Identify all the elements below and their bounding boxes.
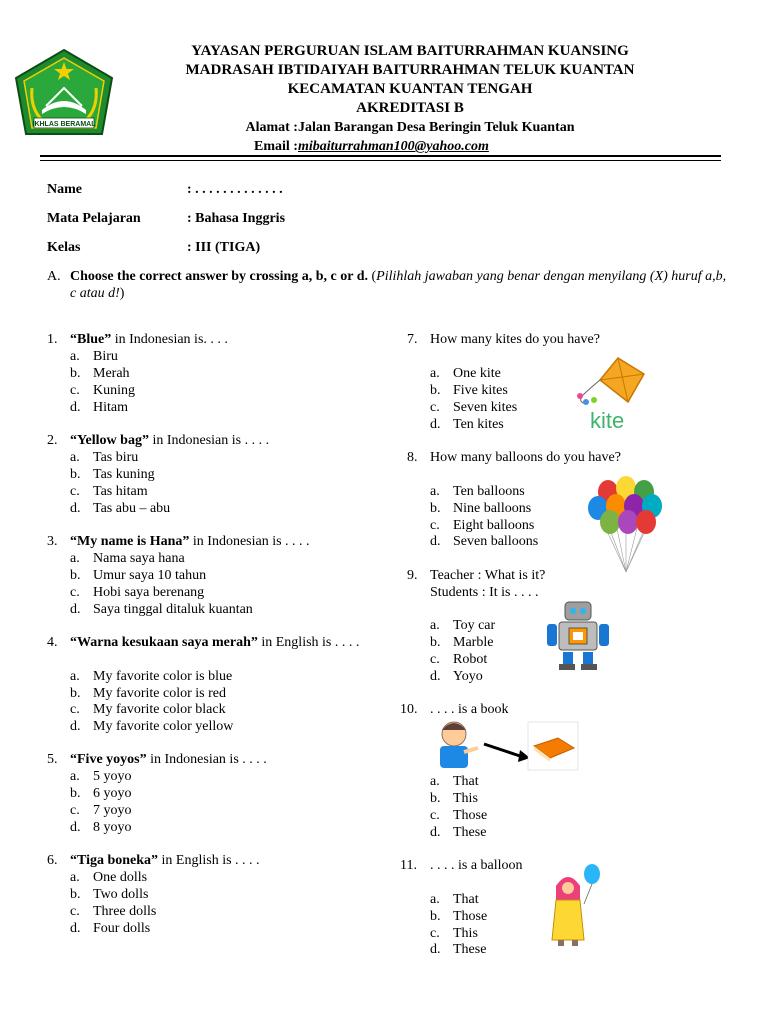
- question-text: in English is . . . .: [158, 853, 260, 868]
- question-number: 4.: [47, 635, 58, 650]
- option-letter: b.: [70, 568, 81, 583]
- option-letter: a.: [70, 349, 80, 364]
- option-text: Two dolls: [93, 887, 149, 902]
- option-a[interactable]: [430, 773, 479, 790]
- option-d[interactable]: [430, 416, 504, 433]
- option-text: Seven balloons: [453, 534, 539, 549]
- section-label: A.: [47, 269, 61, 284]
- instruction-italic: Pilihlah jawaban yang benar dengan menyilang (X) huruf a,b, c atau d!: [70, 269, 727, 301]
- option-c[interactable]: [70, 382, 135, 399]
- question-stem: [70, 432, 269, 449]
- question-keyword: “My name is Hana”: [70, 534, 190, 549]
- option-letter: d.: [430, 942, 441, 957]
- option-letter: a.: [70, 769, 80, 784]
- option-text: Ten balloons: [453, 484, 525, 499]
- option-letter: b.: [430, 383, 441, 398]
- option-c[interactable]: [430, 517, 534, 534]
- question-stem: [70, 533, 310, 550]
- option-letter: d.: [70, 602, 81, 617]
- option-text: Tas abu – abu: [93, 501, 171, 516]
- option-text: Merah: [93, 366, 130, 381]
- option-c[interactable]: [70, 802, 132, 819]
- option-d[interactable]: [70, 399, 128, 416]
- option-text: One dolls: [93, 870, 148, 885]
- balloons-picture: [586, 476, 666, 576]
- question-stem: [430, 701, 509, 718]
- option-letter: b.: [430, 501, 441, 516]
- question-keyword: “Tiga boneka”: [70, 853, 159, 868]
- header-rule-thick: [40, 155, 721, 157]
- option-d[interactable]: [430, 824, 486, 841]
- question-stem: [430, 567, 545, 584]
- accreditation: AKREDITASI B: [356, 100, 464, 116]
- option-text: Tas hitam: [93, 484, 148, 499]
- option-letter: d.: [70, 921, 81, 936]
- option-b[interactable]: [430, 790, 478, 807]
- question-keyword: “Warna kesukaan saya merah”: [70, 635, 258, 650]
- option-text: Nama saya hana: [93, 551, 185, 566]
- option-letter: d.: [70, 400, 81, 415]
- option-letter: a.: [430, 774, 440, 789]
- question-stem: [430, 449, 621, 466]
- subject-row: [47, 211, 286, 227]
- option-a[interactable]: [70, 550, 185, 567]
- question-number: 11.: [400, 858, 417, 873]
- question-text: in Indonesian is . . . .: [146, 752, 267, 767]
- option-text: This: [453, 791, 478, 806]
- question-text: in English is . . . .: [257, 635, 360, 650]
- question-number: 6.: [47, 853, 58, 868]
- option-text: Tas biru: [93, 450, 139, 465]
- option-letter: d.: [70, 820, 81, 835]
- option-text: Toy car: [453, 618, 496, 633]
- name-row: [47, 182, 283, 198]
- name-blank[interactable]: : . . . . . . . . . . . . .: [187, 182, 283, 197]
- option-text: 7 yoyo: [93, 803, 132, 818]
- question-number: 9.: [407, 568, 418, 583]
- option-letter: c.: [430, 926, 440, 941]
- option-text: Saya tinggal ditaluk kuantan: [93, 602, 253, 617]
- letterhead: [150, 42, 670, 156]
- email-line: [150, 137, 670, 156]
- option-letter: b.: [70, 686, 81, 701]
- option-text: Three dolls: [93, 904, 157, 919]
- option-letter: a.: [430, 366, 440, 381]
- option-letter: a.: [70, 450, 80, 465]
- option-d[interactable]: [70, 500, 170, 517]
- option-letter: c.: [70, 383, 80, 398]
- kite-word: kite: [590, 408, 625, 432]
- option-c[interactable]: [430, 399, 517, 416]
- option-text: 8 yoyo: [93, 820, 132, 835]
- option-b[interactable]: [430, 634, 493, 651]
- option-text: That: [453, 892, 479, 907]
- option-text: Eight balloons: [453, 518, 535, 533]
- option-letter: c.: [430, 518, 440, 533]
- option-letter: a.: [70, 870, 80, 885]
- option-letter: d.: [70, 719, 81, 734]
- option-text: Seven kites: [453, 400, 518, 415]
- option-letter: c.: [70, 585, 80, 600]
- option-c[interactable]: [70, 701, 226, 718]
- question-text: Teacher : What is it?: [430, 568, 546, 583]
- option-text: Yoyo: [453, 669, 483, 684]
- option-text: Umur saya 10 tahun: [93, 568, 207, 583]
- option-letter: a.: [430, 618, 440, 633]
- option-letter: b.: [70, 366, 81, 381]
- question-number: 3.: [47, 534, 58, 549]
- option-d[interactable]: [70, 718, 233, 735]
- option-text: These: [453, 942, 487, 957]
- school-logo: [12, 48, 116, 144]
- option-text: My favorite color black: [93, 702, 226, 717]
- question-text: in Indonesian is . . . .: [189, 534, 310, 549]
- option-text: Hitam: [93, 400, 128, 415]
- question-text: How many balloons do you have?: [430, 450, 621, 465]
- option-letter: a.: [70, 551, 80, 566]
- option-letter: d.: [430, 669, 441, 684]
- option-b[interactable]: [70, 886, 148, 903]
- option-d[interactable]: [430, 533, 538, 550]
- question-line2: Students : It is . . . .: [430, 585, 539, 600]
- option-b[interactable]: [70, 785, 132, 802]
- option-c[interactable]: [70, 584, 204, 601]
- subject-value: : Bahasa Inggris: [187, 211, 286, 226]
- option-a[interactable]: [70, 768, 132, 785]
- option-text: Tas kuning: [93, 467, 155, 482]
- question-number: 7.: [407, 332, 418, 347]
- question-number: 2.: [47, 433, 58, 448]
- option-text: This: [453, 926, 478, 941]
- option-letter: b.: [70, 467, 81, 482]
- option-letter: c.: [430, 808, 440, 823]
- option-d[interactable]: [70, 601, 253, 618]
- option-text: These: [453, 825, 487, 840]
- option-c[interactable]: [430, 807, 487, 824]
- option-c[interactable]: [430, 925, 478, 942]
- kite-picture: [570, 356, 652, 432]
- question-number: 1.: [47, 332, 58, 347]
- district-name: KECAMATAN KUANTAN TENGAH: [287, 81, 533, 97]
- name-label: Name: [47, 182, 82, 197]
- question-text: . . . . is a book: [430, 702, 509, 717]
- option-text: Kuning: [93, 383, 135, 398]
- option-d[interactable]: [70, 819, 132, 836]
- option-text: Hobi saya berenang: [93, 585, 205, 600]
- option-letter: b.: [430, 791, 441, 806]
- email-address[interactable]: mibaiturrahman100@yahoo.com: [297, 139, 489, 154]
- school-name: MADRASAH IBTIDAIYAH BAITURRAHMAN TELUK KUANTAN: [185, 62, 635, 78]
- question-text: in Indonesian is. . . .: [111, 332, 228, 347]
- class-value: : III (TIGA): [187, 240, 261, 255]
- option-text: My favorite color is red: [93, 686, 226, 701]
- option-c[interactable]: [70, 903, 156, 920]
- question-number: 8.: [407, 450, 418, 465]
- question-stem: [70, 751, 267, 768]
- option-text: Nine balloons: [453, 501, 532, 516]
- option-a[interactable]: [430, 365, 501, 382]
- option-letter: b.: [70, 887, 81, 902]
- question-text: . . . . is a balloon: [430, 858, 523, 873]
- option-text: Marble: [453, 635, 494, 650]
- question-keyword: “Blue”: [70, 332, 112, 347]
- option-text: 5 yoyo: [93, 769, 132, 784]
- option-text: One kite: [453, 366, 501, 381]
- question-text: in Indonesian is . . . .: [148, 433, 270, 448]
- option-text: Five kites: [453, 383, 508, 398]
- logo-text: IKHLAS BERAMAL: [32, 121, 96, 128]
- option-letter: c.: [70, 904, 80, 919]
- question-stem: [70, 331, 228, 348]
- option-a[interactable]: [70, 869, 147, 886]
- option-d[interactable]: [430, 941, 486, 958]
- question-stem: [70, 634, 370, 651]
- option-a[interactable]: [430, 891, 479, 908]
- option-letter: d.: [430, 825, 441, 840]
- option-text: Robot: [453, 652, 488, 667]
- option-letter: b.: [430, 909, 441, 924]
- option-b[interactable]: [70, 466, 155, 483]
- boy-book-picture: [434, 718, 584, 774]
- option-text: Those: [453, 808, 488, 823]
- option-d[interactable]: [430, 668, 483, 685]
- question-text: How many kites do you have?: [430, 332, 600, 347]
- option-b[interactable]: [430, 908, 487, 925]
- option-c[interactable]: [430, 651, 487, 668]
- option-b[interactable]: [430, 500, 531, 517]
- subject-label: Mata Pelajaran: [47, 211, 141, 226]
- question-stem: [430, 857, 523, 874]
- option-letter: a.: [430, 892, 440, 907]
- question-stem: [70, 852, 260, 869]
- option-text: Biru: [93, 349, 118, 364]
- option-letter: c.: [430, 652, 440, 667]
- option-a[interactable]: [430, 617, 495, 634]
- question-keyword: “Yellow bag”: [70, 433, 149, 448]
- option-d[interactable]: [70, 920, 150, 937]
- option-b[interactable]: [70, 365, 130, 382]
- option-b[interactable]: [430, 382, 508, 399]
- option-letter: a.: [70, 669, 80, 684]
- option-a[interactable]: [430, 483, 525, 500]
- option-letter: b.: [70, 786, 81, 801]
- instruction-close: ): [119, 286, 125, 301]
- option-a[interactable]: [70, 348, 118, 365]
- option-letter: c.: [70, 484, 80, 499]
- option-letter: c.: [70, 803, 80, 818]
- header-rule-thin: [40, 160, 721, 161]
- option-letter: a.: [430, 484, 440, 499]
- option-letter: c.: [70, 702, 80, 717]
- instruction-text: [70, 268, 730, 302]
- instruction-bold: Choose the correct answer by crossing a, b, c or d.: [70, 269, 368, 284]
- option-text: That: [453, 774, 479, 789]
- option-text: Four dolls: [93, 921, 151, 936]
- option-text: Ten kites: [453, 417, 504, 432]
- girl-balloon-picture: [548, 864, 604, 950]
- option-letter: d.: [70, 501, 81, 516]
- option-b[interactable]: [70, 685, 226, 702]
- class-row: [47, 240, 261, 256]
- question-number: 10.: [400, 702, 418, 717]
- question-number: 5.: [47, 752, 58, 767]
- option-letter: b.: [430, 635, 441, 650]
- class-label: Kelas: [47, 240, 81, 255]
- robot-picture: [545, 600, 611, 672]
- option-a[interactable]: [70, 449, 138, 466]
- option-letter: d.: [430, 534, 441, 549]
- option-c[interactable]: [70, 483, 148, 500]
- option-a[interactable]: [70, 668, 232, 685]
- option-text: My favorite color is blue: [93, 669, 233, 684]
- option-text: Those: [453, 909, 488, 924]
- question-stem: [430, 331, 600, 348]
- instruction-open: (: [368, 269, 377, 284]
- option-text: 6 yoyo: [93, 786, 132, 801]
- option-b[interactable]: [70, 567, 206, 584]
- option-letter: d.: [430, 417, 441, 432]
- option-letter: c.: [430, 400, 440, 415]
- foundation-name: YAYASAN PERGURUAN ISLAM BAITURRAHMAN KUANSING: [191, 43, 629, 59]
- option-text: My favorite color yellow: [93, 719, 234, 734]
- question-keyword: “Five yoyos”: [70, 752, 147, 767]
- address: Alamat :Jalan Barangan Desa Beringin Teluk Kuantan: [245, 120, 575, 135]
- email-label: Email :: [254, 139, 298, 154]
